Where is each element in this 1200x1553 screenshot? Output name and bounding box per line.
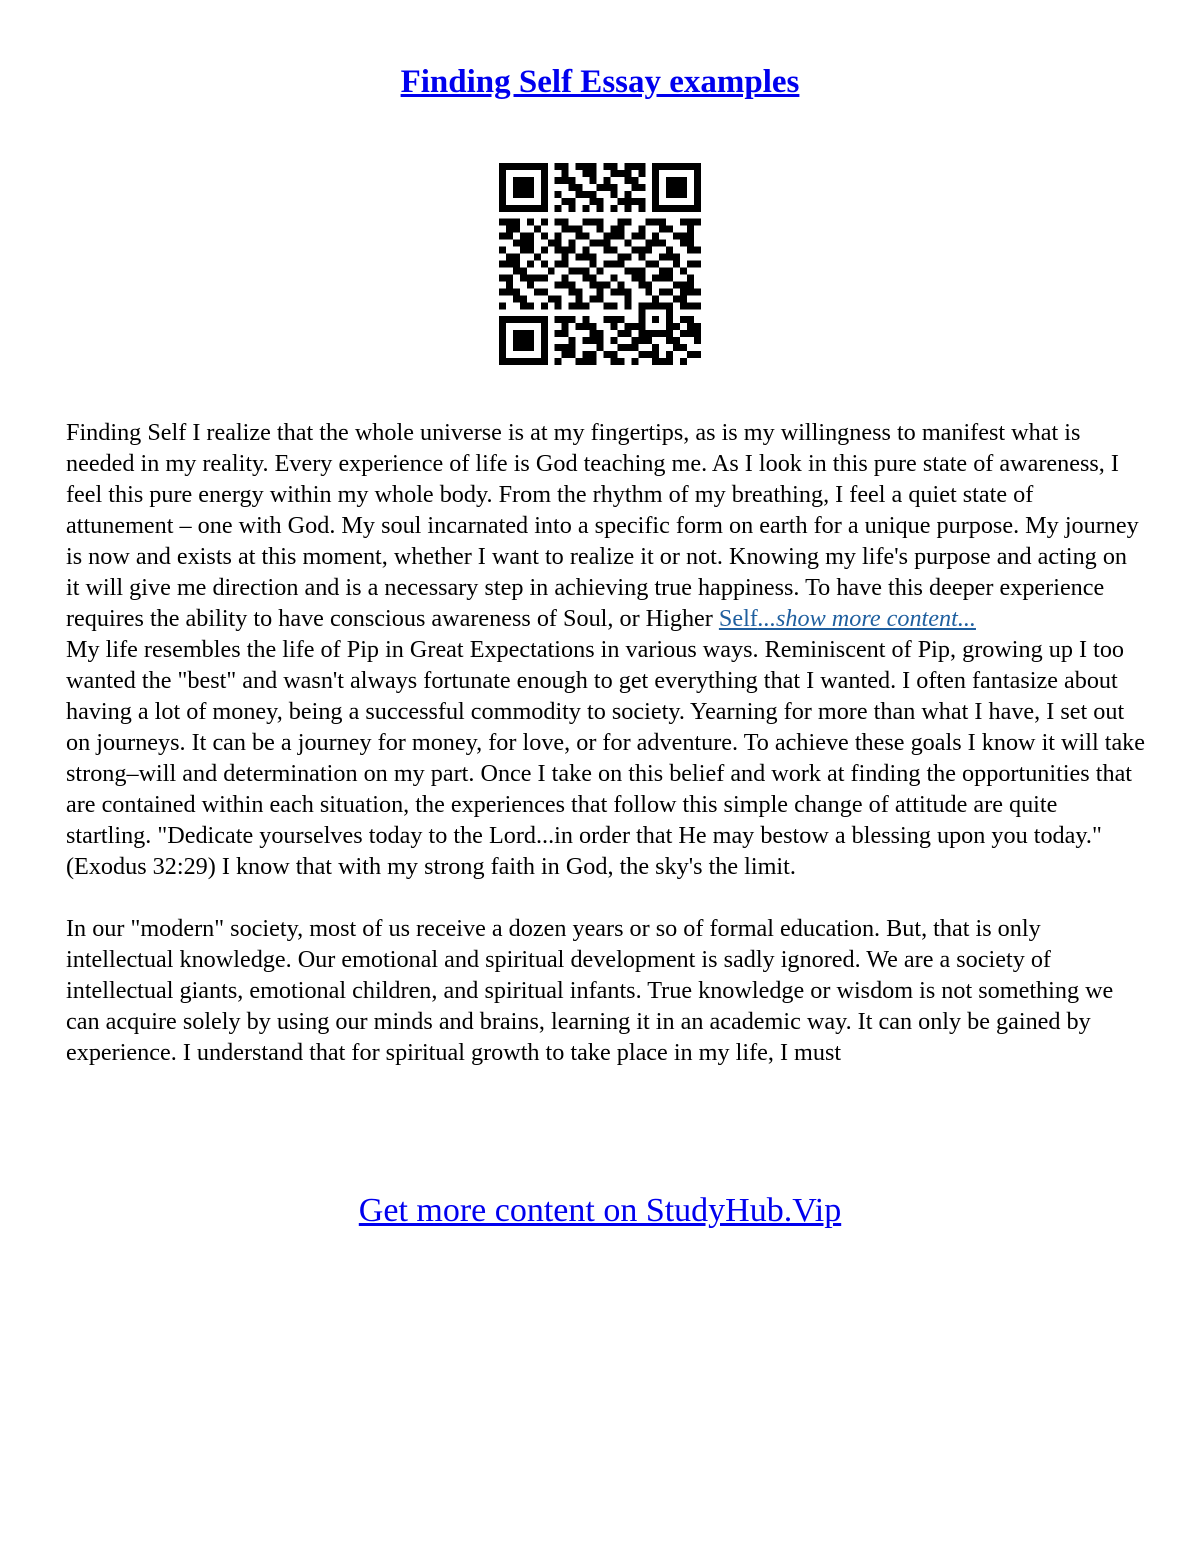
- title-link[interactable]: Finding Self Essay examples: [400, 64, 800, 100]
- title-container: [0, 64, 1200, 101]
- paragraph-1-text: Finding Self I realize that the whole universe is at my fingertips, as is my willingness to manifest what is needed in my reality. Every experience of life is God teaching me. As I look in this pure state of awareness, I feel this pure energy within my whole body. From the rhythm of my breathing, I feel a quiet state of attunement – one with God. My soul incarnated into a specific form on earth for a unique purpose. My journey is now and exists at this moment, whether I want to realize it or not. Knowing my life's purpose and acting on it will give me direction and is a necessary step in achieving true happiness. To have this deeper experience requires the ability to have conscious awareness of Soul, or Higher: [66, 419, 1139, 632]
- qr-code: [499, 163, 701, 365]
- paragraph-2: My life resembles the life of Pip in Great Expectations in various ways. Reminiscent of Pip, growing up I too wanted the "best" and wasn't always fortunate enough to get everything that I wanted. I often fantasize about having a lot of money, being a successful commodity to society. Yearning for more than what I have, I set out on journeys. It can be a journey for money, for love, or for adventure. To achieve these goals I know it will take strong–will and determination on my part. Once I take on this belief and work at finding the opportunities that are contained within each situation, the experiences that follow this simple change of attitude are quite startling. "Dedicate yourselves today to the Lord...in order that He may bestow a blessing upon you today."(Exodus 32:29) I know that with my strong faith in God, the sky's the limit.: [66, 636, 1146, 880]
- paragraph-3: In our "modern" society, most of us receive a dozen years or so of formal education. But, that is only intellectual knowledge. Our emotional and spiritual development is sadly ignored. We are a society of intellectual giants, emotional children, and spiritual infants. True knowledge or wisdom is not something we can acquire solely by using our minds and brains, learning it in an academic way. It can only be gained by experience. I understand that for spiritual growth to take place in my life, I must: [66, 915, 1114, 1066]
- footer-container: [0, 1192, 1200, 1230]
- paragraph-spacer: [66, 882, 1146, 913]
- show-more-link[interactable]: ...show more content...: [757, 605, 976, 632]
- paragraph-1: [66, 417, 1146, 634]
- footer-link[interactable]: Get more content on StudyHub.Vip: [358, 1192, 842, 1229]
- essay-body: [66, 417, 1146, 1068]
- self-link[interactable]: Self: [718, 605, 758, 632]
